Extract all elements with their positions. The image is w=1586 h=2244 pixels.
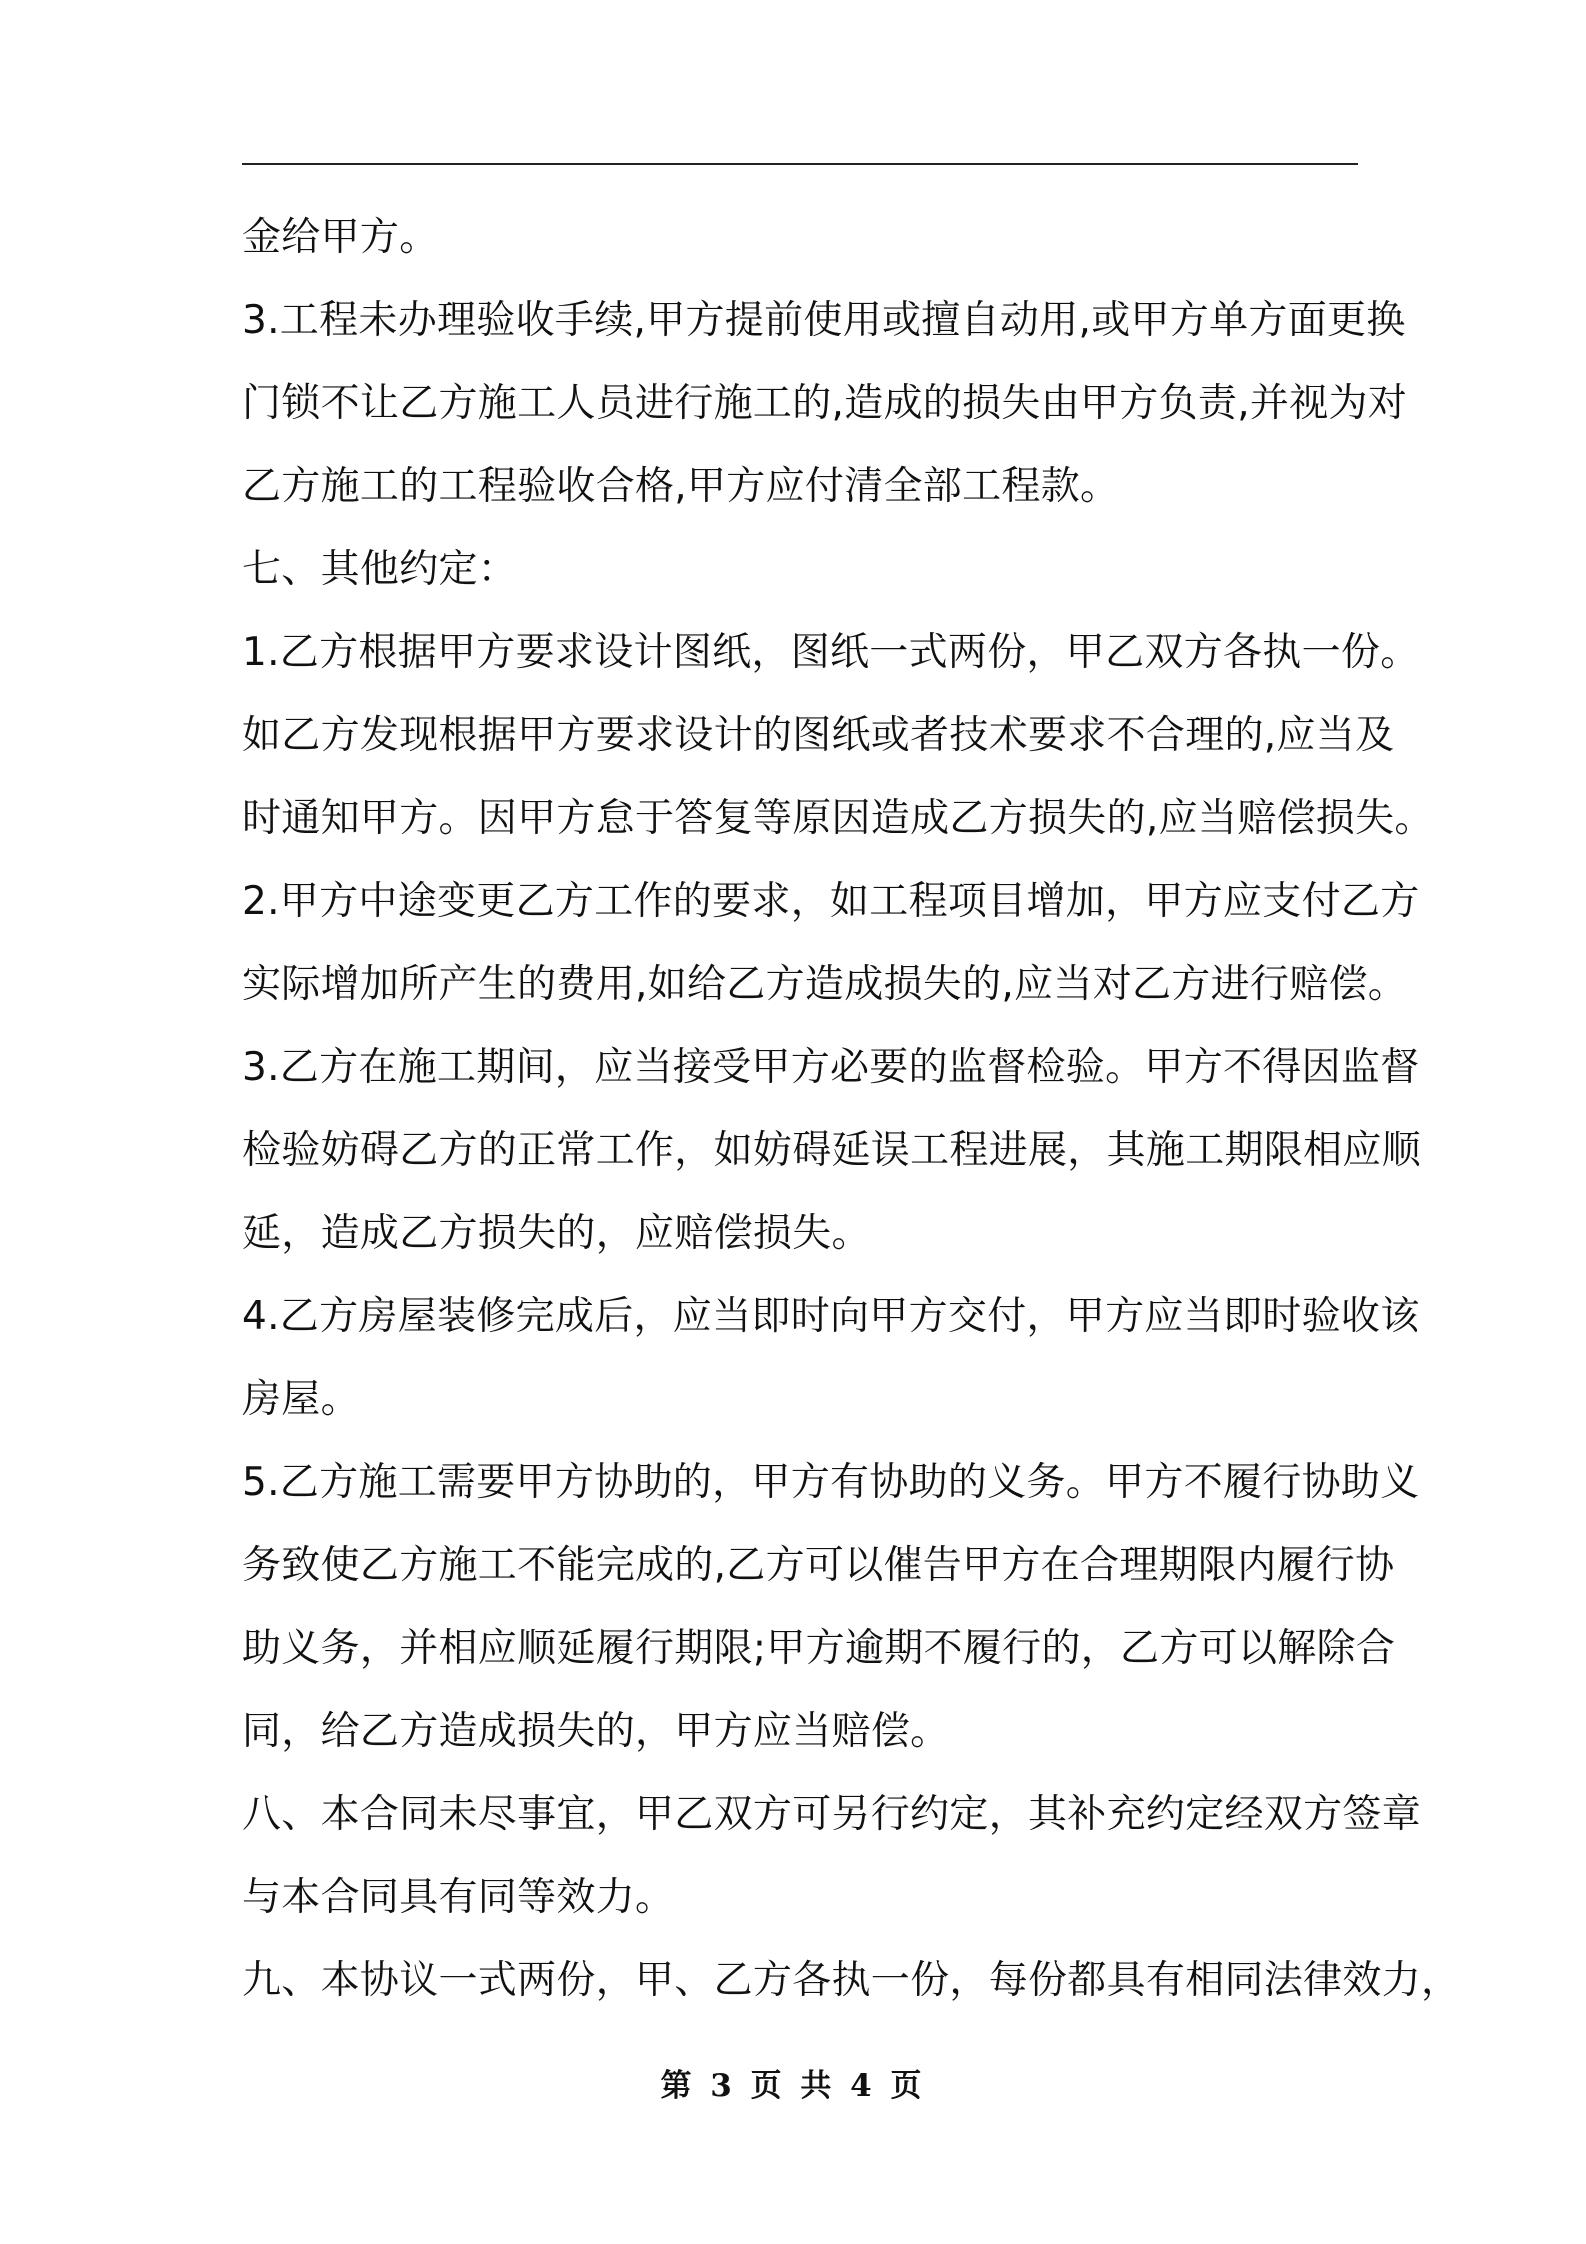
text-line: 2.甲方中途变更乙方工作的要求，如工程项目增加，甲方应支付乙方 (242, 879, 1420, 924)
text-line: 务致使乙方施工不能完成的,乙方可以催告甲方在合理期限内履行协 (242, 1543, 1395, 1588)
text-line: 3.乙方在施工期间，应当接受甲方必要的监督检验。甲方不得因监督 (242, 1045, 1420, 1090)
text-line: 门锁不让乙方施工人员进行施工的,造成的损失由甲方负责,并视为对 (242, 381, 1408, 426)
text-line: 金给甲方。 (242, 215, 439, 260)
text-line: 延，造成乙方损失的，应赔偿损失。 (242, 1211, 871, 1256)
text-line: 检验妨碍乙方的正常工作，如妨碍延误工程进展，其施工期限相应顺 (242, 1128, 1422, 1173)
text-line: 1.乙方根据甲方要求设计图纸，图纸一式两份，甲乙双方各执一份。 (242, 630, 1420, 675)
text-line: 实际增加所产生的费用,如给乙方造成损失的,应当对乙方进行赔偿。 (242, 962, 1408, 1007)
text-line: 时通知甲方。因甲方怠于答复等原因造成乙方损失的,应当赔偿损失。 (242, 796, 1434, 841)
section-heading: 七、其他约定： (242, 547, 518, 592)
text-line: 与本合同具有同等效力。 (242, 1875, 675, 1920)
text-line: 乙方施工的工程验收合格,甲方应付清全部工程款。 (242, 464, 1120, 509)
text-line: 房屋。 (242, 1377, 360, 1422)
section-heading: 八、本合同未尽事宜，甲乙双方可另行约定，其补充约定经双方签章 (242, 1792, 1422, 1837)
text-line: 5.乙方施工需要甲方协助的，甲方有协助的义务。甲方不履行协助义 (242, 1460, 1420, 1505)
text-line: 如乙方发现根据甲方要求设计的图纸或者技术要求不合理的,应当及 (242, 713, 1395, 758)
text-line: 助义务，并相应顺延履行期限;甲方逾期不履行的，乙方可以解除合 (242, 1626, 1396, 1671)
text-line: 4.乙方房屋装修完成后，应当即时向甲方交付，甲方应当即时验收该 (242, 1294, 1420, 1339)
text-line: 同，给乙方造成损失的，甲方应当赔偿。 (242, 1709, 950, 1754)
section-heading: 九、本协议一式两份，甲、乙方各执一份，每份都具有相同法律效力， (242, 1958, 1461, 2003)
text-line: 3.工程未办理验收手续,甲方提前使用或擅自动用,或甲方单方面更换 (242, 298, 1406, 343)
contract-body (242, 196, 1461, 2022)
page-number: 第 3 页 共 4 页 (660, 2068, 926, 2104)
header-rule (242, 163, 1358, 165)
